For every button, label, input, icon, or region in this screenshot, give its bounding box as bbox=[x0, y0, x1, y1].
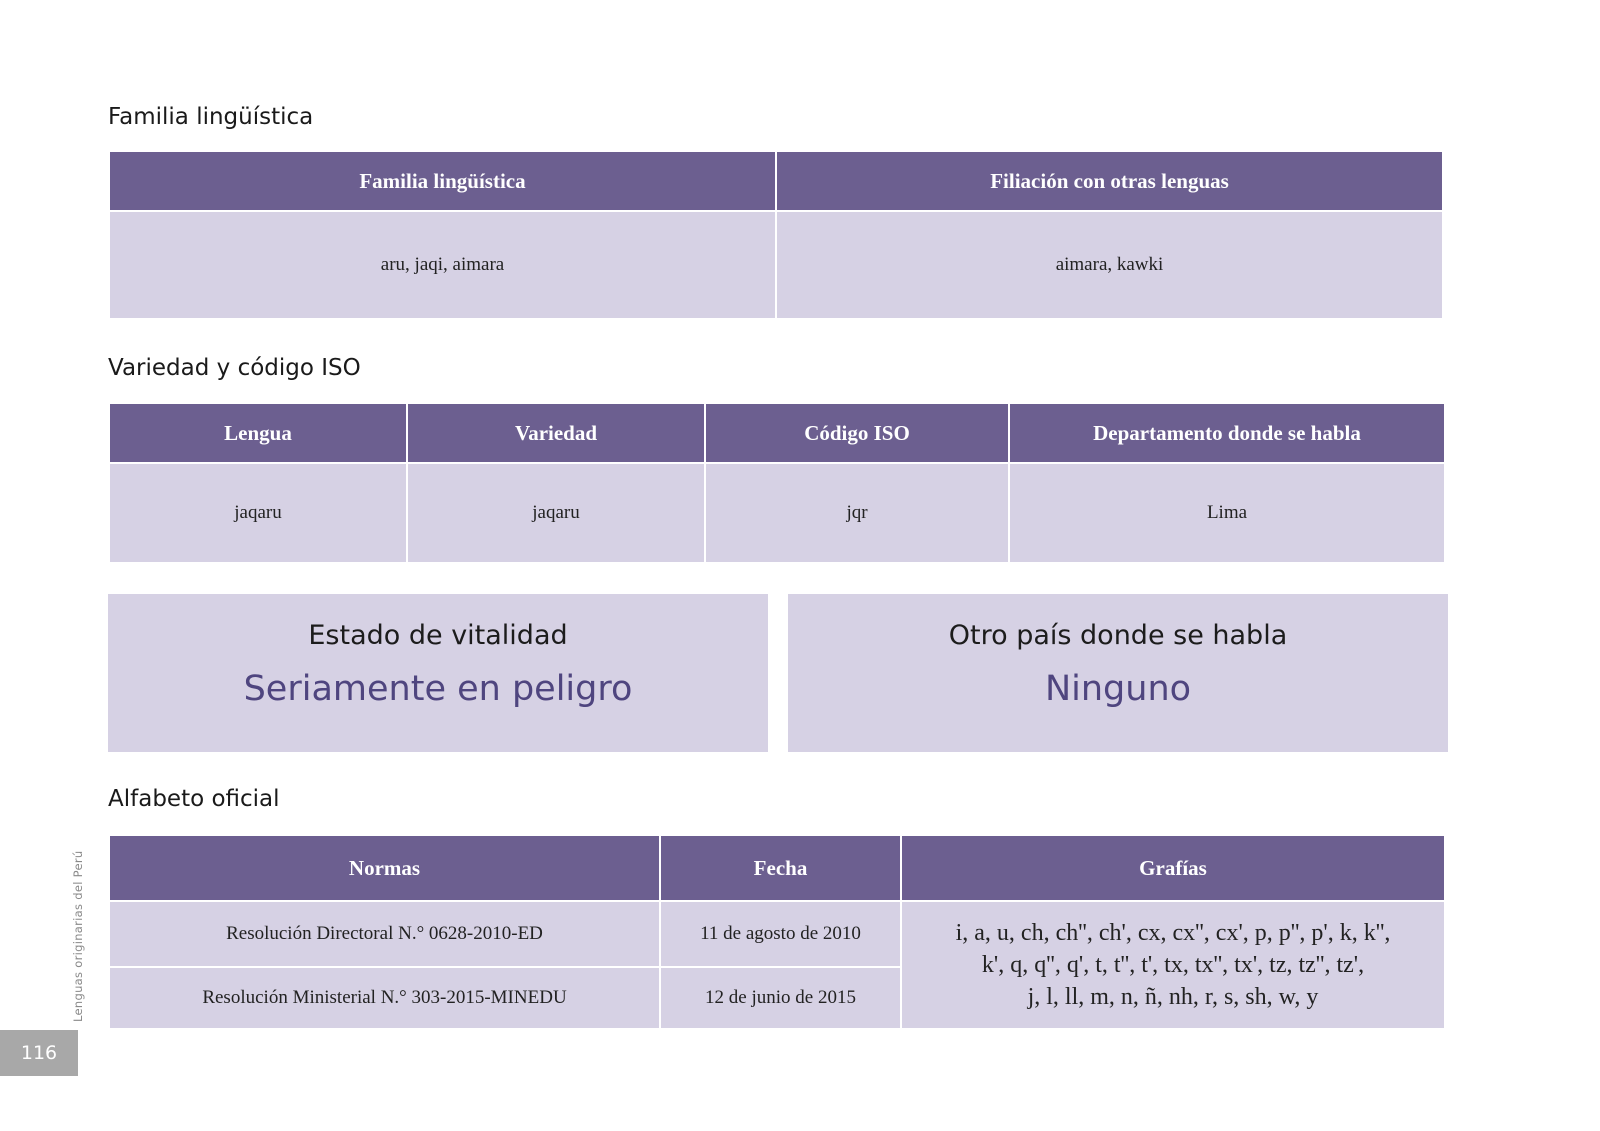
side-caption: Lenguas originarias del Perú bbox=[71, 850, 85, 1022]
vitalidad-label: Estado de vitalidad bbox=[308, 620, 568, 651]
header-lengua: Lengua bbox=[109, 403, 407, 463]
cell-norma-2: Resolución Ministerial N.° 303-2015-MINEDU bbox=[109, 967, 660, 1029]
section-title-alfabeto: Alfabeto oficial bbox=[108, 786, 280, 812]
section-title-variedad: Variedad y código ISO bbox=[108, 355, 361, 381]
header-filiacion: Filiación con otras lenguas bbox=[776, 151, 1443, 211]
grafias-line-2: k', q, q'', q', t, t'', t', tx, tx'', tx', tz, tz'', tz', bbox=[981, 952, 1365, 978]
cell-grafias bbox=[901, 901, 1445, 1029]
header-variedad: Variedad bbox=[407, 403, 705, 463]
grafias-line-1: i, a, u, ch, ch'', ch', cx, cx'', cx', p, p'', p', k, k'', bbox=[955, 920, 1391, 946]
header-fecha: Fecha bbox=[660, 835, 901, 901]
header-codigo-iso: Código ISO bbox=[705, 403, 1009, 463]
header-grafias: Grafías bbox=[901, 835, 1445, 901]
cell-lengua: jaqaru bbox=[109, 463, 407, 563]
cell-filiacion: aimara, kawki bbox=[776, 211, 1443, 319]
header-departamento: Departamento donde se habla bbox=[1009, 403, 1445, 463]
alfabeto-table bbox=[108, 834, 1446, 1030]
vitalidad-box bbox=[108, 594, 768, 752]
header-familia: Familia lingüística bbox=[109, 151, 776, 211]
page-number: 116 bbox=[0, 1030, 78, 1076]
vitalidad-value: Seriamente en peligro bbox=[243, 669, 633, 709]
cell-fecha-2: 12 de junio de 2015 bbox=[660, 967, 901, 1029]
cell-departamento: Lima bbox=[1009, 463, 1445, 563]
cell-norma-1: Resolución Directoral N.° 0628-2010-ED bbox=[109, 901, 660, 967]
variedad-table bbox=[108, 402, 1446, 564]
header-normas: Normas bbox=[109, 835, 660, 901]
cell-familia: aru, jaqi, aimara bbox=[109, 211, 776, 319]
cell-codigo-iso: jqr bbox=[705, 463, 1009, 563]
section-title-familia: Familia lingüística bbox=[108, 104, 314, 130]
grafias-line-3: j, l, ll, m, n, ñ, nh, r, s, sh, w, y bbox=[1027, 984, 1319, 1010]
otro-pais-value: Ninguno bbox=[1044, 669, 1192, 709]
otro-pais-label: Otro país donde se habla bbox=[948, 620, 1288, 651]
familia-table bbox=[108, 150, 1444, 320]
cell-variedad: jaqaru bbox=[407, 463, 705, 563]
otro-pais-box bbox=[788, 594, 1448, 752]
cell-fecha-1: 11 de agosto de 2010 bbox=[660, 901, 901, 967]
